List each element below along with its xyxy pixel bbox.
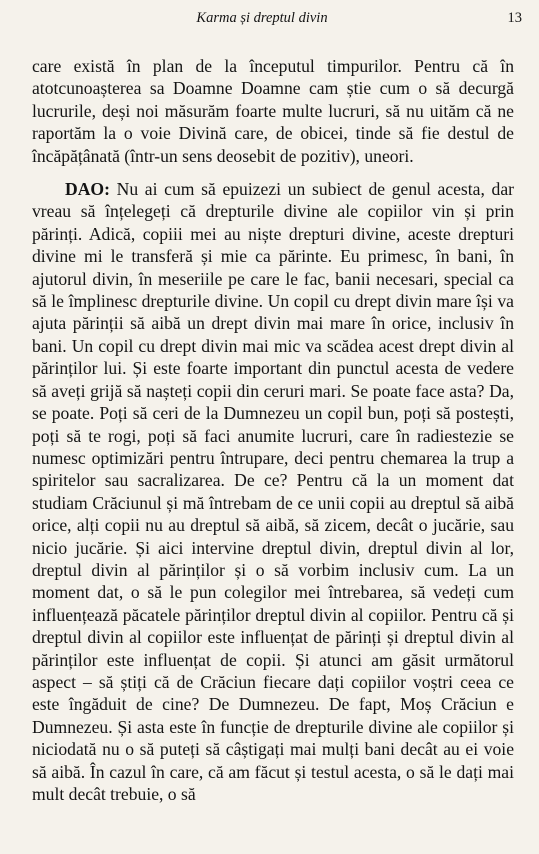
paragraph-continuation [32,55,514,167]
paragraph-text: Nu ai cum să epuizezi un subiect de genul acesta, dar vreau să înțelegeți că drepturile divine ale copiilor vin și prin părinți. Adică, copiii mei au niște drepturi divine, aceste drepturi divine mi le transferă și mie ca părinte. Eu primesc, în bani, în ajutorul divin, în meseriile pe care le fac, banii necesari, special ca să le împlinesc drepturile divine. Un copil cu drept divin mare își va ajuta părinții să aibă un drept divin mai mare în orice, inclusiv în bani. Un copil cu drept divin mai mic va scădea acest drept divin al părinților lui. Și este foarte important din punctul acesta de vedere să aveți grijă să nașteți copii din ceruri mari. Se poate face asta? Da, se poate. Poți să ceri de la Dumnezeu un copil bun, poți să postești, poți să te rogi, poți să faci anumite lucruri, care în radiestezie se numesc optimizări pentru întrupare, deci pentru chemarea la trup a spiritelor sau sacralizarea. De ce? Pentru că la un moment dat studiam Crăciunul și mă întrebam de ce unii copii au dreptul să aibă orice, alți copii nu au dreptul să aibă, să zicem, decât o jucărie, sau nicio jucărie. Și aici intervine dreptul divin, dreptul divin al lor, dreptul divin al părinților și o să vorbim inclusiv cum. La un moment dat, o să le pun colegilor mei întrebarea, să vedeți cum influențează păcatele părinților dreptul divin al copiilor. Pentru că și dreptul divin al copiilor este influențat de părinți și dreptul divin al părinților este influențat de copii. Și atunci am găsit următorul aspect – să știți că de Crăciun fiecare dați copiilor voștri ceea ce este îngăduit de cine? De Dumnezeu. De fapt, Moș Crăciun e Dumnezeu. Și asta este în funcție de drepturile divine ale copiilor și niciodată nu o să puteți să câștigați mai mulți bani decât au ei voie să aibă. În cazul în care, că am făcut și testul acesta, o să le dați mai mult decât trebuie, o să [32,179,514,804]
running-header [32,8,522,32]
paragraph-dao [32,178,514,805]
speaker-label: DAO: [65,179,110,200]
body-text [32,55,514,805]
running-title: Karma și dreptul divin [196,10,328,26]
paragraph-text: care există în plan de la începutul timpurilor. Pentru că în atotcunoașterea sa Doamne Doamne cam știe cum o să decurgă lucrurile, deși noi măsurăm foarte multe lucruri, să nu uităm că ne raportăm la o voie Divină care, de obicei, tinde să fie destul de încăpățânată (într-un sens deosebit de pozitiv), uneori. [32,56,514,166]
page-number: 13 [507,10,522,26]
